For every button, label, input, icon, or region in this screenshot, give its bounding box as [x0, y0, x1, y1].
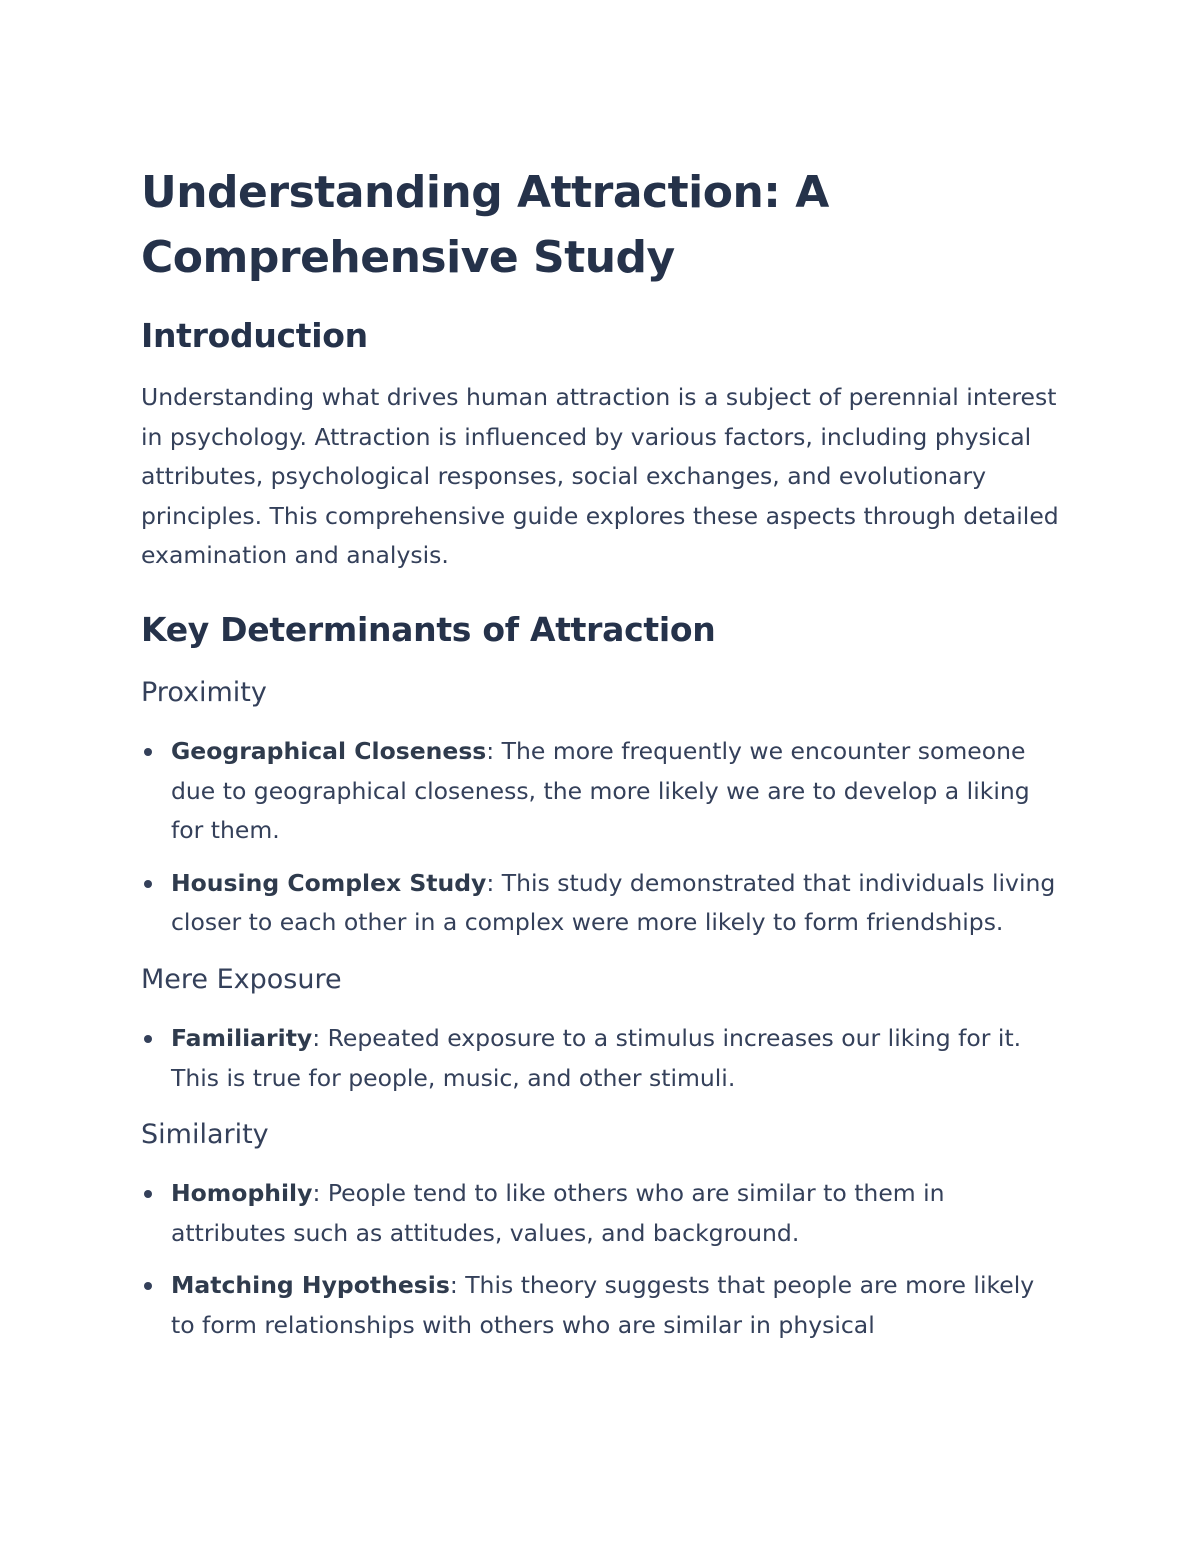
similarity-list [141, 1174, 1061, 1345]
bullet-icon [144, 748, 152, 756]
mere-exposure-heading: Mere Exposure [141, 963, 342, 995]
bullet-icon [144, 1190, 152, 1198]
list-item-text: : The more frequently we encounter someone due to geographical closeness, the more likely we are to develop a liking for them. [171, 736, 1030, 845]
document-page [141, 160, 1061, 1366]
bullet-icon [144, 1035, 152, 1043]
introduction-paragraph: Understanding what drives human attraction is a subject of perennial interest in psychology. Attraction is influenced by various factors, including physical attributes, psychological responses, social exchanges, and evolutionary principles. This comprehensive guide explores these aspects through detailed examination and analysis. [141, 383, 1059, 570]
list-item [141, 1266, 1061, 1345]
bullet-icon [144, 1282, 152, 1290]
introduction-heading: Introduction [141, 316, 368, 355]
list-item-term: Familiarity [171, 1023, 313, 1052]
list-item-text: : This study demonstrated that individuals living closer to each other in a complex were more likely to form friendships. [171, 868, 1056, 937]
similarity-heading: Similarity [141, 1119, 269, 1151]
list-item [141, 864, 1061, 943]
list-item-term: Geographical Closeness [171, 736, 487, 765]
list-item-text: : Repeated exposure to a stimulus increases our liking for it. This is true for people, music, and other stimuli. [171, 1023, 1022, 1092]
proximity-list [141, 732, 1061, 943]
list-item-term: Housing Complex Study [171, 868, 487, 897]
proximity-heading: Proximity [141, 676, 267, 708]
bullet-icon [144, 880, 152, 888]
document-title-line-1: Understanding Attraction: A [141, 167, 829, 218]
list-item [141, 1019, 1061, 1098]
list-item-text: : People tend to like others who are similar to them in attributes such as attitudes, values, and background. [171, 1179, 945, 1247]
document-title [141, 160, 1061, 290]
document-title-line-2: Comprehensive Study [141, 232, 675, 283]
list-item-text: : This theory suggests that people are more likely to form relationships with others who are similar in physical [171, 1271, 1035, 1339]
list-item [141, 732, 1061, 851]
key-determinants-heading: Key Determinants of Attraction [141, 609, 716, 649]
list-item-term: Homophily [171, 1179, 313, 1208]
list-item [141, 1174, 1061, 1253]
mere-exposure-list [141, 1019, 1061, 1098]
list-item-term: Matching Hypothesis [171, 1271, 450, 1300]
